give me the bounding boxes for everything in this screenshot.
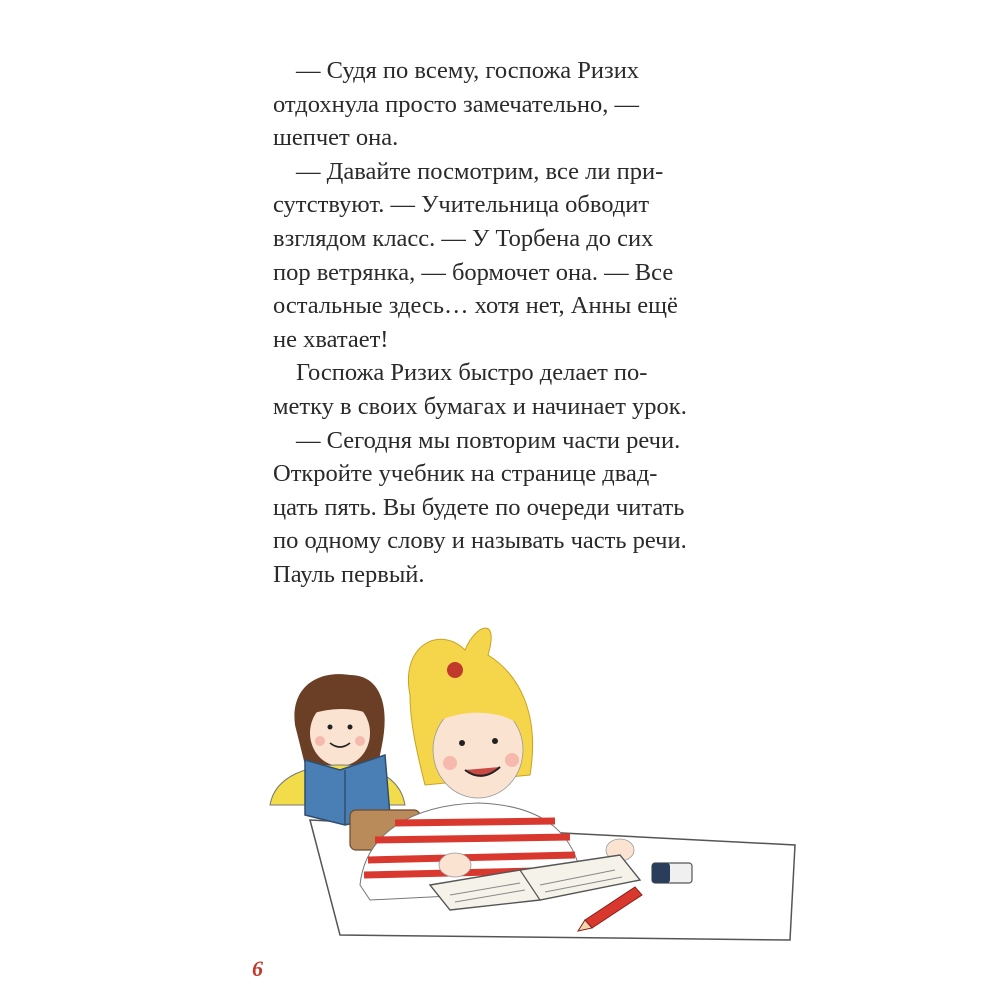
text-line: по одному слову и называть часть речи. [273,527,687,555]
text-line: — Давайте посмотрим, все ли при- [296,157,664,185]
text-line: остальные здесь… хотя нет, Анны ещё [273,292,678,320]
text-line: цать пять. Вы будете по очереди читать [273,493,685,521]
page-number: 6 [252,956,263,981]
text-line: Госпожа Ризих быстро делает по- [296,359,648,387]
text-line: шепчет она. [273,124,399,152]
text-line: сутствуют. — Учительница обводит [273,191,650,219]
text-line: взглядом класс. — У Торбена до сих [273,224,654,252]
text-line: — Сегодня мы повторим части речи. [296,426,681,454]
text-line: не хватает! [273,325,389,353]
classroom-illustration [250,615,810,945]
text-line: Откройте учебник на странице двад- [273,460,658,488]
text-line: — Судя по всему, госпожа Ризих [296,57,640,84]
eraser [652,863,692,883]
text-line: метку в своих бумагах и начинает урок. [273,392,687,420]
background-girl [270,674,405,825]
story-text [273,54,753,592]
text-line: пор ветрянка, — бормочет она. — Все [273,258,674,286]
text-line: Пауль первый. [273,560,425,588]
text-line: отдохнула просто замечательно, — [273,90,640,118]
